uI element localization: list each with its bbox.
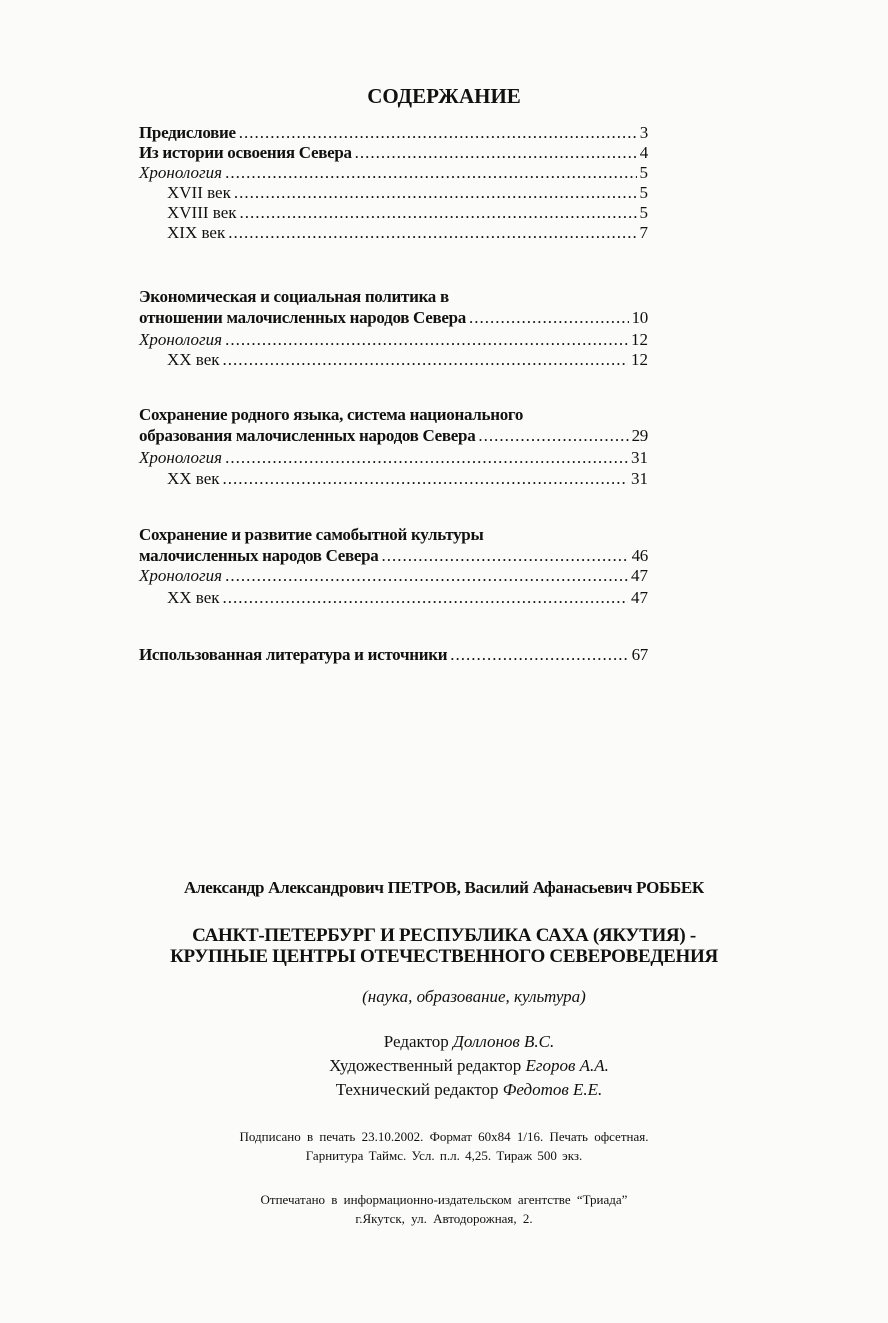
editor-line — [25, 1030, 888, 1054]
imprint-line2: Гарнитура Таймс. Усл. п.л. 4,25. Тираж 500 экз. — [305, 1148, 583, 1163]
dot-leader — [450, 645, 628, 665]
toc-entry-label: XVII век — [167, 183, 231, 202]
toc-entry — [139, 330, 648, 350]
dot-leader — [240, 203, 637, 223]
toc-entry-page: 46 — [631, 546, 648, 565]
toc-entry-label-line1: Сохранение и развитие самобытной культуры — [139, 525, 484, 544]
authors: Александр Александрович ПЕТРОВ, Василий Афанасьевич РОББЕК — [184, 878, 704, 897]
toc-entry-page: 12 — [631, 330, 648, 349]
dot-leader — [469, 308, 629, 328]
toc-entry-page: 31 — [631, 469, 648, 488]
toc-entry-label: Использованная литература и источники — [139, 645, 448, 664]
dot-leader — [225, 163, 636, 183]
toc-entry-label: Хронология — [139, 163, 223, 182]
toc-entry — [167, 203, 648, 223]
toc-entry-page: 10 — [631, 308, 648, 327]
editors — [25, 1030, 888, 1102]
dot-leader — [223, 588, 628, 608]
dot-leader — [225, 566, 628, 586]
book-subtitle: (наука, образование, культура) — [362, 987, 586, 1006]
toc-entry-label: образования малочисленных народов Севера — [139, 426, 476, 445]
dot-leader — [382, 546, 629, 566]
dot-leader — [225, 330, 628, 350]
toc-entry — [167, 223, 648, 243]
dot-leader — [355, 143, 637, 163]
book-title-line1: САНКТ-ПЕТЕРБУРГ И РЕСПУБЛИКА САХА (ЯКУТИЯ) - — [192, 925, 696, 946]
toc-entry-label-line1: Сохранение родного языка, система национального — [139, 405, 524, 424]
editor-name: Доллонов В.С. — [453, 1032, 555, 1051]
editor-line — [25, 1078, 888, 1102]
editor-role: Редактор — [383, 1032, 449, 1051]
dot-leader — [223, 350, 628, 370]
toc-entry — [139, 546, 648, 566]
toc-title: СОДЕРЖАНИЕ — [367, 84, 521, 108]
toc-entry-page: 47 — [631, 588, 648, 607]
toc-entry-page: 4 — [639, 143, 648, 162]
toc-entry — [139, 163, 648, 183]
toc-entry — [139, 645, 648, 665]
dot-leader — [234, 183, 637, 203]
dot-leader — [228, 223, 636, 243]
editor-role: Технический редактор — [335, 1080, 499, 1099]
toc-entry-page: 12 — [631, 350, 648, 369]
toc-entry-page: 67 — [631, 645, 648, 664]
editor-name: Егоров А.А. — [525, 1056, 609, 1075]
book-title-line2: КРУПНЫЕ ЦЕНТРЫ ОТЕЧЕСТВЕННОГО СЕВЕРОВЕДЕНИЯ — [170, 946, 718, 967]
toc-entry — [139, 143, 648, 163]
imprint — [0, 1127, 888, 1165]
editor-role: Художественный редактор — [329, 1056, 522, 1075]
toc-entry — [139, 123, 648, 143]
dot-leader — [225, 448, 628, 468]
toc-entry-page: 31 — [631, 448, 648, 467]
printer-info — [0, 1190, 888, 1228]
toc-entry-label: Предисловие — [139, 123, 236, 142]
editor-name: Федотов Е.Е. — [502, 1080, 603, 1099]
toc-entry — [139, 448, 648, 468]
toc-entry-label: XX век — [167, 588, 220, 607]
toc-entry-label: Хронология — [139, 330, 223, 349]
toc-entry — [167, 183, 648, 203]
dot-leader — [223, 469, 628, 489]
toc-entry-label: XX век — [167, 469, 220, 488]
toc-entry-page: 47 — [631, 566, 648, 585]
toc-entry-label: Из истории освоения Севера — [139, 143, 352, 162]
toc-entry-page: 3 — [639, 123, 648, 142]
toc-entry-page: 5 — [639, 203, 648, 222]
toc-entry-label: XX век — [167, 350, 220, 369]
printer-line2: г.Якутск, ул. Автодорожная, 2. — [355, 1211, 533, 1226]
toc-entry-label: XIX век — [167, 223, 226, 242]
toc-entry-page: 7 — [639, 223, 648, 242]
toc-entry-page: 5 — [639, 163, 648, 182]
book-title — [0, 925, 888, 967]
toc-entry-page: 29 — [631, 426, 648, 445]
toc-entry — [167, 469, 648, 489]
toc-entry-label: Хронология — [139, 448, 223, 467]
toc-entry-label: XVIII век — [167, 203, 237, 222]
toc-entry — [167, 350, 648, 370]
printer-line1: Отпечатано в информационно-издательском агентстве “Триада” — [260, 1192, 628, 1207]
toc-entry — [139, 426, 648, 446]
dot-leader — [239, 123, 637, 143]
dot-leader — [478, 426, 628, 446]
toc-entry — [139, 308, 648, 328]
toc-entry — [167, 588, 648, 608]
toc-entry — [139, 566, 648, 586]
toc-entry-page: 5 — [639, 183, 648, 202]
toc-entry-label: Хронология — [139, 566, 223, 585]
toc-entry-label-line1: Экономическая и социальная политика в — [139, 287, 449, 306]
toc-entry-label: отношении малочисленных народов Севера — [139, 308, 466, 327]
toc-entry-label: малочисленных народов Севера — [139, 546, 379, 565]
imprint-line1: Подписано в печать 23.10.2002. Формат 60x84 1/16. Печать офсетная. — [239, 1129, 649, 1144]
editor-line — [25, 1054, 888, 1078]
